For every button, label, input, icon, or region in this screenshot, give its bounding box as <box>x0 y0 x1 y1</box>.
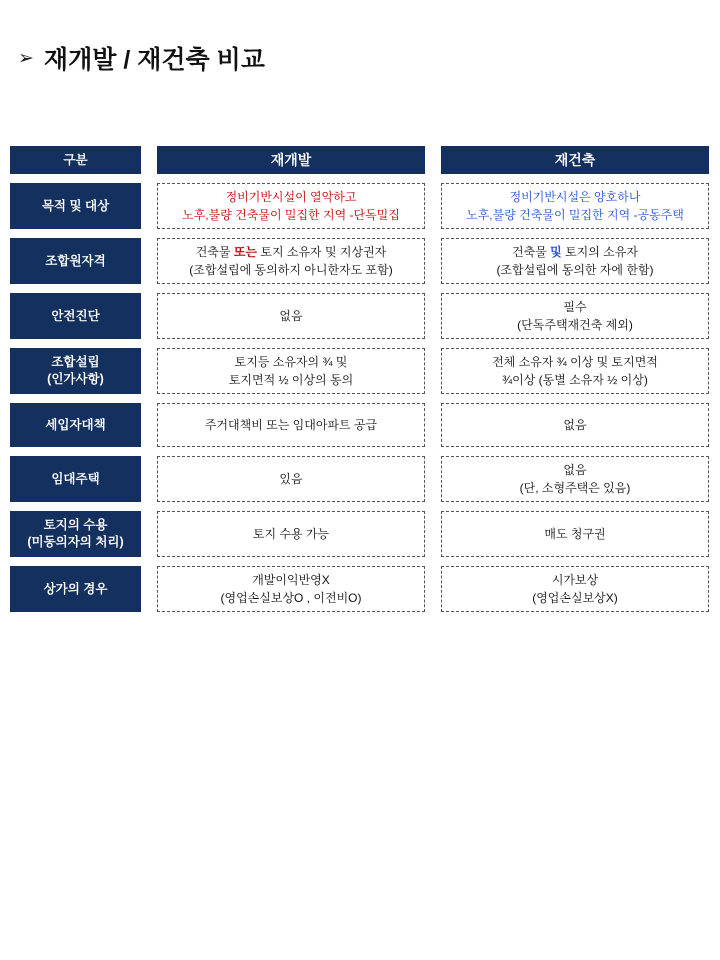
table-row <box>10 238 716 284</box>
cell-line-2: (단독주택재건축 제외) <box>517 318 633 332</box>
column-gap <box>425 403 441 447</box>
row-cell-redevelopment <box>157 348 425 394</box>
row-label-text <box>27 517 123 551</box>
cell-content <box>466 188 684 224</box>
table-row <box>10 348 716 394</box>
column-gap <box>425 293 441 339</box>
cell-line-1: 주거대책비 또는 임대아파트 공급 <box>204 418 378 432</box>
cell-line-1: 있음 <box>279 472 303 486</box>
cell-line-2: 토지면적 ½ 이상의 동의 <box>228 373 354 387</box>
row-label-text <box>47 354 104 388</box>
cell-content <box>532 571 618 607</box>
cell-content <box>496 243 653 279</box>
cell-line-1: 없음 <box>279 309 303 323</box>
cell-line-1: 매도 청구권 <box>544 527 606 541</box>
row-label <box>10 566 141 612</box>
column-gap <box>141 511 157 557</box>
header-cell-category: 구분 <box>10 146 141 174</box>
header-cell-redevelopment: 재개발 <box>157 146 425 174</box>
cell-line-1: 건축물 및 토지의 소유자 <box>512 245 638 259</box>
cell-line-1: 없음 <box>563 418 587 432</box>
column-gap <box>425 511 441 557</box>
page-title <box>18 40 265 76</box>
column-gap <box>425 183 441 229</box>
table-row <box>10 403 716 447</box>
cell-line-2: (영업손실보상X) <box>532 591 618 605</box>
row-label-line-1: 토지의 수용 <box>43 518 108 533</box>
row-cell-reconstruction <box>441 456 709 502</box>
cell-line-1: 건축물 또는 토지 소유자 및 지상권자 <box>195 245 387 259</box>
column-gap <box>141 566 157 612</box>
page-title-text: 재개발 / 재건축 비교 <box>43 46 265 74</box>
column-gap <box>141 146 157 174</box>
row-cell-redevelopment <box>157 238 425 284</box>
row-cell-redevelopment <box>157 511 425 557</box>
cell-line-1: 토지등 소유자의 ¾ 및 <box>234 355 348 369</box>
column-gap <box>141 293 157 339</box>
row-cell-redevelopment <box>157 566 425 612</box>
row-label-text: 세입자대책 <box>45 417 106 432</box>
row-cell-reconstruction <box>441 348 709 394</box>
row-label-text: 안전진단 <box>51 308 100 323</box>
cell-line-1: 시가보상 <box>551 573 599 587</box>
row-label-line-2: (인가사항) <box>47 372 104 386</box>
row-label <box>10 183 141 229</box>
row-label <box>10 238 141 284</box>
row-cell-redevelopment <box>157 293 425 339</box>
row-cell-reconstruction <box>441 566 709 612</box>
cell-content <box>517 298 633 334</box>
cell-line-2: (조합설립에 동의하지 아니한자도 포함) <box>189 263 393 277</box>
cell-line-1: 정비기반시설은 양호하나 <box>509 190 641 204</box>
cell-content <box>563 416 586 434</box>
table-header-row <box>10 146 716 174</box>
cell-content <box>520 461 631 497</box>
cell-content <box>253 525 329 543</box>
row-label <box>10 456 141 502</box>
cell-line-2: (조합설립에 동의한 자에 한함) <box>496 263 654 277</box>
row-label-text: 조합원자격 <box>45 253 106 268</box>
column-gap <box>425 456 441 502</box>
bullet-arrow-icon: ➢ <box>18 47 34 69</box>
cell-content <box>492 353 658 389</box>
row-cell-redevelopment <box>157 456 425 502</box>
cell-line-2: (단, 소형주택은 있음) <box>519 481 631 495</box>
cell-content <box>182 188 400 224</box>
column-gap <box>425 566 441 612</box>
column-gap <box>425 146 441 174</box>
cell-content <box>279 307 302 325</box>
row-label-line-2: (미동의자의 처리) <box>27 535 124 549</box>
row-cell-reconstruction <box>441 183 709 229</box>
row-label-text: 목적 및 대상 <box>41 198 110 213</box>
table-row <box>10 456 716 502</box>
row-cell-reconstruction <box>441 238 709 284</box>
column-gap <box>141 238 157 284</box>
cell-line-1: 필수 <box>563 300 587 314</box>
cell-line-2: (영업손실보상O , 이전비O) <box>220 591 362 605</box>
table-row <box>10 183 716 229</box>
column-gap <box>141 456 157 502</box>
row-label <box>10 293 141 339</box>
table-row <box>10 511 716 557</box>
row-label <box>10 348 141 394</box>
cell-line-2: 노후,불량 건축물이 밀집한 지역 -단독밀집 <box>182 208 400 222</box>
row-cell-redevelopment <box>157 183 425 229</box>
cell-content <box>189 243 392 279</box>
row-label-line-1: 조합설립 <box>51 355 100 370</box>
header-cell-reconstruction: 재건축 <box>441 146 709 174</box>
cell-content <box>229 353 353 389</box>
cell-content <box>544 525 605 543</box>
cell-line-1: 개발이익반영X <box>252 573 330 587</box>
row-cell-reconstruction <box>441 293 709 339</box>
column-gap <box>141 183 157 229</box>
column-gap <box>141 403 157 447</box>
cell-line-1: 토지 수용 가능 <box>252 527 330 541</box>
row-cell-reconstruction <box>441 403 709 447</box>
cell-line-2: ¾이상 (동별 소유자 ½ 이상) <box>502 373 648 387</box>
row-label-text: 상가의 경우 <box>43 581 108 596</box>
cell-line-1: 없음 <box>563 463 587 477</box>
cell-content <box>279 470 302 488</box>
row-label <box>10 403 141 447</box>
row-cell-redevelopment <box>157 403 425 447</box>
row-cell-reconstruction <box>441 511 709 557</box>
column-gap <box>425 348 441 394</box>
column-gap <box>425 238 441 284</box>
cell-content <box>221 571 362 607</box>
row-label <box>10 511 141 557</box>
table-row <box>10 566 716 612</box>
cell-line-1: 전체 소유자 ¾ 이상 및 토지면적 <box>492 355 658 369</box>
cell-content <box>205 416 377 434</box>
table-row <box>10 293 716 339</box>
comparison-table <box>10 146 716 621</box>
cell-line-1: 정비기반시설이 열악하고 <box>225 190 357 204</box>
column-gap <box>141 348 157 394</box>
row-label-text: 임대주택 <box>51 471 100 486</box>
cell-line-2: 노후,불량 건축물이 밀집한 지역 -공동주택 <box>466 208 684 222</box>
